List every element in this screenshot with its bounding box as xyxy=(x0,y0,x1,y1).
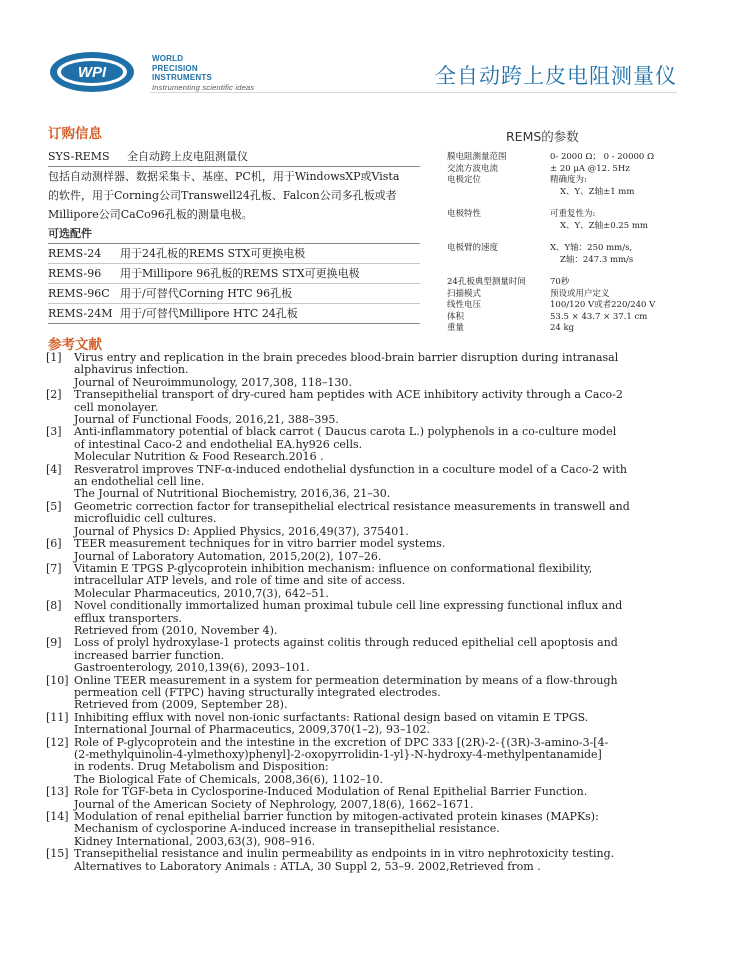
param-label: 交流方波电流 xyxy=(447,163,499,174)
param-value-line: X、Y、Z轴±1 mm xyxy=(560,186,635,197)
accessory-row xyxy=(48,243,420,263)
param-value-line: 70秒 xyxy=(550,277,570,287)
reference-number: [2] xyxy=(46,388,62,402)
param-row xyxy=(447,289,697,301)
reference-text xyxy=(74,786,691,811)
reference-item xyxy=(46,737,691,787)
reference-title-line: Vitamin E TPGS P-glycoprotein inhibition mechanism: influence on conformational flexibility, xyxy=(74,561,593,575)
param-value-line: 预设或用户定义 xyxy=(550,288,610,299)
reference-number: [9] xyxy=(46,636,62,650)
param-row xyxy=(447,164,697,176)
param-value-line: Z轴：247.3 mm/s xyxy=(560,254,634,265)
reference-title-line: Transepithelial resistance and inulin permeability as endpoints in in vitro nephrotoxicity testing. xyxy=(74,847,615,861)
reference-journal: Molecular Pharmaceutics, 2010,7(3), 642–51. xyxy=(74,586,329,600)
param-value xyxy=(550,312,697,324)
param-value-line: ± 20 μA @12. 5Hz xyxy=(550,163,630,174)
reference-title-line: Novel conditionally immortalized human proximal tubule cell line expressing functional influx and xyxy=(74,599,623,613)
reference-title-line: alphavirus infection. xyxy=(74,363,189,377)
product-name: 全自动跨上皮电阻测量仪 xyxy=(127,150,249,163)
accessory-desc: 用于24孔板的REMS STX可更换电极 xyxy=(120,247,306,260)
reference-title-line: Role for TGF-beta in Cyclosporine-Induced Modulation of Renal Epithelial Barrier Function. xyxy=(74,785,588,799)
params-list xyxy=(447,152,697,335)
reference-title-line: Online TEER measurement in a system for permeation determination by means of a flow-through xyxy=(74,673,618,687)
reference-item xyxy=(46,848,691,873)
accessory-desc: 用于/可替代Millipore HTC 24孔板 xyxy=(120,307,298,320)
reference-title-line: Inhibiting efflux with novel non-ionic surfactants: Rational design based on vitamin E TPGS. xyxy=(74,710,589,724)
brand-block xyxy=(152,54,254,92)
reference-text xyxy=(74,712,691,737)
reference-title-line: Loss of prolyl hydroxylase-1 protects against colitis through reduced epithelial cell apoptosis and xyxy=(74,636,618,650)
reference-journal: The Biological Fate of Chemicals, 2008,36(6), 1102–10. xyxy=(74,772,384,786)
reference-journal: Journal of the American Society of Nephrology, 2007,18(6), 1662–1671. xyxy=(74,797,474,811)
param-value-line: X、Y轴：250 mm/s, xyxy=(550,243,633,253)
reference-number: [3] xyxy=(46,425,62,439)
order-info-title: 订购信息 xyxy=(48,126,102,142)
product-code: SYS-REMS xyxy=(48,150,110,163)
reference-text xyxy=(74,501,691,538)
reference-journal: Journal of Physics D: Applied Physics, 2016,49(37), 375401. xyxy=(74,524,409,538)
reference-item xyxy=(46,538,691,563)
param-value-line: 0- 2000 Ω； 0 - 20000 Ω xyxy=(550,152,655,162)
reference-title-line: efflux transporters. xyxy=(74,611,182,625)
reference-number: [7] xyxy=(46,561,62,575)
accessory-code: REMS-24M xyxy=(48,307,113,320)
reference-title-line: TEER measurement techniques for in vitro barrier model systems. xyxy=(74,537,446,551)
reference-journal: The Journal of Nutritional Biochemistry, 2016,36, 21–30. xyxy=(74,487,391,501)
accessory-code: REMS-24 xyxy=(48,247,102,260)
reference-item xyxy=(46,563,691,600)
param-label: 重量 xyxy=(447,323,465,333)
accessory-code: REMS-96 xyxy=(48,267,102,280)
param-value-line: 100/120 V或者220/240 V xyxy=(550,300,656,310)
brand-tagline: Instrumenting scientific ideas xyxy=(152,82,255,92)
reference-item xyxy=(46,675,691,712)
reference-journal: Retrieved from (2009, September 28). xyxy=(74,698,288,712)
param-label: 线性电压 xyxy=(447,300,482,310)
reference-title-line: (2-methylquinolin-4-ylmethoxy)phenyl]-2-oxopyrrolidin-1-yl}-N-hydroxy-4-methylpentanamide] xyxy=(74,748,602,761)
reference-title-line: Alternatives to Laboratory Animals : ATLA, 30 Suppl 2, 53–9. 2002,Retrieved from . xyxy=(74,859,541,873)
logo-text: WPI xyxy=(77,64,107,81)
reference-item xyxy=(46,600,691,637)
param-label: 24孔板典型测量时间 xyxy=(447,277,526,287)
param-label: 电极特性 xyxy=(447,209,482,219)
reference-title-line: increased barrier function. xyxy=(74,648,225,662)
reference-text xyxy=(74,352,691,389)
reference-journal: Kidney International, 2003,63(3), 908–916. xyxy=(74,834,316,848)
reference-text xyxy=(74,675,691,712)
param-row xyxy=(447,323,697,335)
brand-line: INSTRUMENTS xyxy=(152,73,212,82)
accessory-desc: 用于/可替代Corning HTC 96孔板 xyxy=(120,287,293,300)
param-value xyxy=(550,164,697,176)
param-value-line: 24 kg xyxy=(550,323,575,333)
accessory-row xyxy=(48,303,420,324)
accessory-row xyxy=(48,283,420,303)
main-product-row xyxy=(48,147,420,167)
product-description: 包括自动测样器、数据采集卡、基座、PC机，用于WindowsXP或Vista xyxy=(48,170,400,183)
reference-text xyxy=(74,464,691,501)
param-row xyxy=(447,209,697,232)
reference-text xyxy=(74,848,691,873)
brand-line: WORLD xyxy=(152,54,184,63)
reference-title-line: Mechanism of cyclosporine A-induced increase in transepithelial resistance. xyxy=(74,822,500,836)
param-value-line: X、Y、Z轴±0.25 mm xyxy=(560,220,648,231)
reference-title-line: cell monolayer. xyxy=(74,400,159,414)
header-divider xyxy=(150,92,677,93)
reference-title-line: Geometric correction factor for transepithelial electrical resistance measurements in transwell and xyxy=(74,499,630,513)
reference-text xyxy=(74,389,691,426)
reference-title-line: in rodents. Drug Metabolism and Disposition: xyxy=(74,760,329,774)
reference-title-line: intracellular ATP levels, and role of time and site of access. xyxy=(74,574,406,588)
reference-journal: Journal of Neuroimmunology, 2017,308, 118–130. xyxy=(74,375,352,389)
reference-number: [1] xyxy=(46,351,62,364)
reference-number: [5] xyxy=(46,499,62,513)
references-list xyxy=(46,352,691,873)
param-label: 体积 xyxy=(447,311,465,322)
reference-number: [12] xyxy=(46,735,69,749)
product-description: Millipore公司CaCo96孔板的测量电极。 xyxy=(48,208,253,221)
reference-journal: Retrieved from (2010, November 4). xyxy=(74,623,278,637)
reference-title-line: an endothelial cell line. xyxy=(74,475,205,489)
reference-text xyxy=(74,811,691,848)
param-row xyxy=(447,300,697,312)
reference-title-line: Transepithelial transport of dry-cured ham peptides with ACE inhibitory activity through a Caco-2 xyxy=(74,388,623,402)
reference-journal: International Journal of Pharmaceutics, 2009,370(1–2), 93–102. xyxy=(74,723,431,737)
param-value-line: 53.5 × 43.7 × 37.1 cm xyxy=(550,311,648,322)
param-row xyxy=(447,152,697,164)
reference-item xyxy=(46,811,691,848)
reference-text xyxy=(74,600,691,637)
param-label: 膜电阻测量范围 xyxy=(447,152,507,162)
reference-title-line: permeation cell (FTPC) having structurally integrated electrodes. xyxy=(74,685,441,699)
param-value xyxy=(550,175,697,198)
reference-item xyxy=(46,426,691,463)
reference-journal: Journal of Laboratory Automation, 2015,20(2), 107–26. xyxy=(74,549,382,563)
reference-text xyxy=(74,637,691,674)
param-value xyxy=(550,209,697,232)
wpi-logo xyxy=(48,50,136,94)
accessory-row xyxy=(48,263,420,283)
reference-item xyxy=(46,637,691,674)
reference-journal: Molecular Nutrition & Food Research.2016 . xyxy=(74,450,324,464)
reference-item xyxy=(46,712,691,737)
param-row xyxy=(447,277,697,289)
page-title: 全自动跨上皮电阻测量仪 xyxy=(435,64,677,88)
reference-title-line: Virus entry and replication in the brain precedes blood-brain barrier disruption during intranasal xyxy=(74,351,619,364)
page-header xyxy=(0,0,735,110)
param-value xyxy=(550,277,697,289)
reference-item xyxy=(46,501,691,538)
brand-line: PRECISION xyxy=(152,63,198,73)
param-label: 扫描模式 xyxy=(447,288,482,299)
reference-journal: Gastroenterology, 2010,139(6), 2093–101. xyxy=(74,661,310,675)
references-title: 参考文献 xyxy=(48,337,102,353)
param-value xyxy=(550,323,697,335)
param-value xyxy=(550,289,697,301)
reference-number: [6] xyxy=(46,537,62,551)
reference-item xyxy=(46,352,691,389)
reference-number: [13] xyxy=(46,785,69,799)
reference-number: [4] xyxy=(46,462,62,476)
reference-title-line: of intestinal Caco-2 and endothelial EA.hy926 cells. xyxy=(74,437,363,451)
reference-text xyxy=(74,563,691,600)
reference-title-line: Resveratrol improves TNF-α-induced endothelial dysfunction in a coculture model of a Caco-2 with xyxy=(74,462,627,476)
reference-title-line: Role of P-glycoprotein and the intestine in the excretion of DPC 333 [(2R)-2-{(3R)-3-amino-3-[4- xyxy=(74,735,609,749)
reference-item xyxy=(46,389,691,426)
param-value-line: 可重复性为: xyxy=(550,209,596,219)
product-description: 的软件，用于Corning公司Transwell24孔板、Falcon公司多孔板或者 xyxy=(48,189,397,202)
reference-number: [10] xyxy=(46,673,69,687)
reference-text xyxy=(74,426,691,463)
accessory-desc: 用于Millipore 96孔板的REMS STX可更换电极 xyxy=(120,267,360,280)
accessory-code: REMS-96C xyxy=(48,287,110,300)
param-value-line: 精确度为: xyxy=(550,175,587,185)
param-row xyxy=(447,175,697,198)
param-label: 电极臂的速度 xyxy=(447,243,499,253)
accessories-title: 可选配件 xyxy=(48,227,92,240)
reference-number: [8] xyxy=(46,599,62,613)
params-title: REMS的参数 xyxy=(506,129,579,144)
param-row xyxy=(447,312,697,324)
reference-item xyxy=(46,464,691,501)
reference-text xyxy=(74,538,691,563)
reference-title-line: Modulation of renal epithelial barrier function by mitogen-activated protein kinases (MAPKs): xyxy=(74,810,599,824)
reference-number: [15] xyxy=(46,847,69,861)
reference-title-line: microfluidic cell cultures. xyxy=(74,512,217,526)
reference-title-line: Anti-inflammatory potential of black carrot ( Daucus carota L.) polyphenols in a co-culture model xyxy=(74,425,617,439)
reference-item xyxy=(46,786,691,811)
reference-journal: Journal of Functional Foods, 2016,21, 388–395. xyxy=(74,413,339,427)
param-value xyxy=(550,152,697,164)
param-value xyxy=(550,300,697,312)
param-row xyxy=(447,243,697,266)
param-label: 电极定位 xyxy=(447,175,482,185)
order-info xyxy=(48,147,420,324)
reference-number: [14] xyxy=(46,810,69,824)
param-value xyxy=(550,243,697,266)
reference-number: [11] xyxy=(46,710,69,724)
reference-text xyxy=(74,737,691,787)
